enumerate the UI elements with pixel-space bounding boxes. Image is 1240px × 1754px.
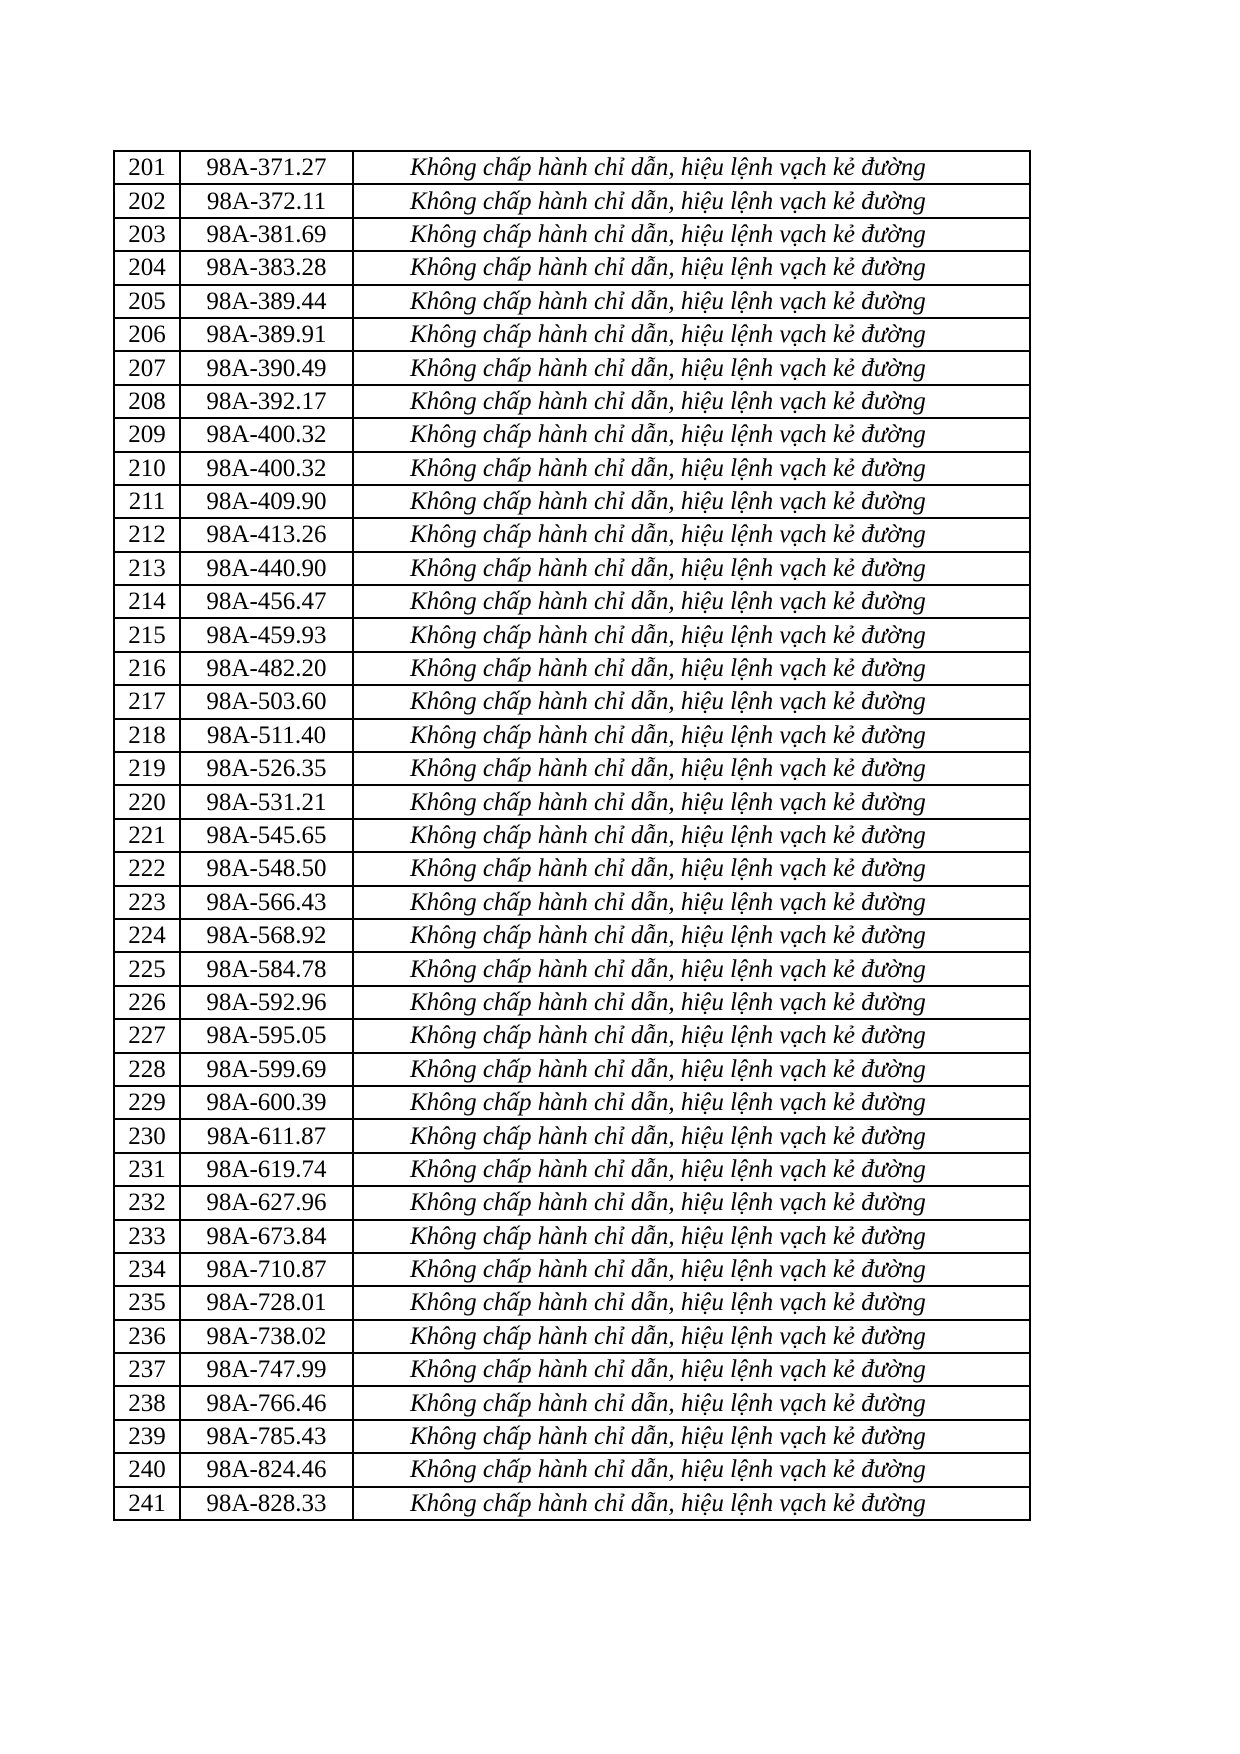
- license-plate-cell: 98A-611.87: [180, 1119, 353, 1152]
- license-plate-cell: 98A-526.35: [180, 752, 353, 785]
- violation-cell: Không chấp hành chỉ dẫn, hiệu lệnh vạch kẻ đường: [353, 552, 1030, 585]
- row-number-cell: 211: [114, 485, 180, 518]
- license-plate-cell: 98A-600.39: [180, 1086, 353, 1119]
- violation-cell: Không chấp hành chỉ dẫn, hiệu lệnh vạch kẻ đường: [353, 1253, 1030, 1286]
- license-plate-cell: 98A-738.02: [180, 1320, 353, 1353]
- license-plate-cell: 98A-383.28: [180, 251, 353, 284]
- violation-cell: Không chấp hành chỉ dẫn, hiệu lệnh vạch kẻ đường: [353, 685, 1030, 718]
- table-row: [114, 952, 1030, 985]
- table-row: [114, 1487, 1030, 1520]
- table-row: [114, 285, 1030, 318]
- license-plate-cell: 98A-372.11: [180, 184, 353, 217]
- table-row: [114, 1086, 1030, 1119]
- table-row: [114, 385, 1030, 418]
- row-number-cell: 225: [114, 952, 180, 985]
- violation-cell: Không chấp hành chỉ dẫn, hiệu lệnh vạch kẻ đường: [353, 785, 1030, 818]
- violation-cell: Không chấp hành chỉ dẫn, hiệu lệnh vạch kẻ đường: [353, 652, 1030, 685]
- table-row: [114, 1220, 1030, 1253]
- row-number-cell: 227: [114, 1019, 180, 1052]
- license-plate-cell: 98A-728.01: [180, 1286, 353, 1319]
- table-row: [114, 986, 1030, 1019]
- license-plate-cell: 98A-409.90: [180, 485, 353, 518]
- table-row: [114, 919, 1030, 952]
- table-row: [114, 485, 1030, 518]
- table-row: [114, 1286, 1030, 1319]
- violation-cell: Không chấp hành chỉ dẫn, hiệu lệnh vạch kẻ đường: [353, 618, 1030, 651]
- row-number-cell: 232: [114, 1186, 180, 1219]
- license-plate-cell: 98A-511.40: [180, 719, 353, 752]
- violation-cell: Không chấp hành chỉ dẫn, hiệu lệnh vạch kẻ đường: [353, 1220, 1030, 1253]
- violation-cell: Không chấp hành chỉ dẫn, hiệu lệnh vạch kẻ đường: [353, 1186, 1030, 1219]
- license-plate-cell: 98A-440.90: [180, 552, 353, 585]
- row-number-cell: 239: [114, 1420, 180, 1453]
- table-row: [114, 719, 1030, 752]
- row-number-cell: 220: [114, 785, 180, 818]
- license-plate-cell: 98A-389.44: [180, 285, 353, 318]
- violation-cell: Không chấp hành chỉ dẫn, hiệu lệnh vạch kẻ đường: [353, 719, 1030, 752]
- violation-cell: Không chấp hành chỉ dẫn, hiệu lệnh vạch kẻ đường: [353, 952, 1030, 985]
- license-plate-cell: 98A-389.91: [180, 318, 353, 351]
- violation-cell: Không chấp hành chỉ dẫn, hiệu lệnh vạch kẻ đường: [353, 852, 1030, 885]
- violation-cell: Không chấp hành chỉ dẫn, hiệu lệnh vạch kẻ đường: [353, 1487, 1030, 1520]
- table-row: [114, 1420, 1030, 1453]
- row-number-cell: 234: [114, 1253, 180, 1286]
- table-row: [114, 819, 1030, 852]
- table-row: [114, 1119, 1030, 1152]
- row-number-cell: 210: [114, 452, 180, 485]
- row-number-cell: 208: [114, 385, 180, 418]
- row-number-cell: 229: [114, 1086, 180, 1119]
- table-row: [114, 351, 1030, 384]
- violation-cell: Không chấp hành chỉ dẫn, hiệu lệnh vạch kẻ đường: [353, 1086, 1030, 1119]
- violation-cell: Không chấp hành chỉ dẫn, hiệu lệnh vạch kẻ đường: [353, 819, 1030, 852]
- table-row: [114, 418, 1030, 451]
- row-number-cell: 228: [114, 1053, 180, 1086]
- license-plate-cell: 98A-785.43: [180, 1420, 353, 1453]
- license-plate-cell: 98A-824.46: [180, 1453, 353, 1486]
- row-number-cell: 206: [114, 318, 180, 351]
- violation-cell: Không chấp hành chỉ dẫn, hiệu lệnh vạch kẻ đường: [353, 452, 1030, 485]
- row-number-cell: 202: [114, 184, 180, 217]
- violation-cell: Không chấp hành chỉ dẫn, hiệu lệnh vạch kẻ đường: [353, 1320, 1030, 1353]
- row-number-cell: 205: [114, 285, 180, 318]
- violation-cell: Không chấp hành chỉ dẫn, hiệu lệnh vạch kẻ đường: [353, 218, 1030, 251]
- table-row: [114, 1386, 1030, 1419]
- license-plate-cell: 98A-531.21: [180, 785, 353, 818]
- row-number-cell: 240: [114, 1453, 180, 1486]
- table-row: [114, 184, 1030, 217]
- license-plate-cell: 98A-627.96: [180, 1186, 353, 1219]
- license-plate-cell: 98A-673.84: [180, 1220, 353, 1253]
- violation-cell: Không chấp hành chỉ dẫn, hiệu lệnh vạch kẻ đường: [353, 184, 1030, 217]
- row-number-cell: 222: [114, 852, 180, 885]
- row-number-cell: 221: [114, 819, 180, 852]
- violation-cell: Không chấp hành chỉ dẫn, hiệu lệnh vạch kẻ đường: [353, 418, 1030, 451]
- row-number-cell: 215: [114, 618, 180, 651]
- license-plate-cell: 98A-568.92: [180, 919, 353, 952]
- violation-cell: Không chấp hành chỉ dẫn, hiệu lệnh vạch kẻ đường: [353, 1453, 1030, 1486]
- row-number-cell: 226: [114, 986, 180, 1019]
- row-number-cell: 212: [114, 518, 180, 551]
- violation-cell: Không chấp hành chỉ dẫn, hiệu lệnh vạch kẻ đường: [353, 385, 1030, 418]
- row-number-cell: 217: [114, 685, 180, 718]
- row-number-cell: 230: [114, 1119, 180, 1152]
- row-number-cell: 219: [114, 752, 180, 785]
- row-number-cell: 203: [114, 218, 180, 251]
- row-number-cell: 238: [114, 1386, 180, 1419]
- violation-cell: Không chấp hành chỉ dẫn, hiệu lệnh vạch kẻ đường: [353, 1386, 1030, 1419]
- license-plate-cell: 98A-595.05: [180, 1019, 353, 1052]
- violation-cell: Không chấp hành chỉ dẫn, hiệu lệnh vạch kẻ đường: [353, 1053, 1030, 1086]
- row-number-cell: 235: [114, 1286, 180, 1319]
- table-row: [114, 151, 1030, 184]
- license-plate-cell: 98A-548.50: [180, 852, 353, 885]
- license-plate-cell: 98A-459.93: [180, 618, 353, 651]
- table-row: [114, 1320, 1030, 1353]
- violation-cell: Không chấp hành chỉ dẫn, hiệu lệnh vạch kẻ đường: [353, 485, 1030, 518]
- table-row: [114, 618, 1030, 651]
- table-row: [114, 1153, 1030, 1186]
- violation-cell: Không chấp hành chỉ dẫn, hiệu lệnh vạch kẻ đường: [353, 886, 1030, 919]
- license-plate-cell: 98A-828.33: [180, 1487, 353, 1520]
- table-row: [114, 552, 1030, 585]
- table-row: [114, 1053, 1030, 1086]
- table-row: [114, 1019, 1030, 1052]
- table-row: [114, 852, 1030, 885]
- license-plate-cell: 98A-566.43: [180, 886, 353, 919]
- violation-cell: Không chấp hành chỉ dẫn, hiệu lệnh vạch kẻ đường: [353, 1286, 1030, 1319]
- row-number-cell: 204: [114, 251, 180, 284]
- row-number-cell: 223: [114, 886, 180, 919]
- violation-cell: Không chấp hành chỉ dẫn, hiệu lệnh vạch kẻ đường: [353, 151, 1030, 184]
- license-plate-cell: 98A-747.99: [180, 1353, 353, 1386]
- license-plate-cell: 98A-371.27: [180, 151, 353, 184]
- row-number-cell: 224: [114, 919, 180, 952]
- table-row: [114, 1186, 1030, 1219]
- table-row: [114, 752, 1030, 785]
- violation-cell: Không chấp hành chỉ dẫn, hiệu lệnh vạch kẻ đường: [353, 1353, 1030, 1386]
- violation-cell: Không chấp hành chỉ dẫn, hiệu lệnh vạch kẻ đường: [353, 518, 1030, 551]
- license-plate-cell: 98A-545.65: [180, 819, 353, 852]
- row-number-cell: 236: [114, 1320, 180, 1353]
- violation-cell: Không chấp hành chỉ dẫn, hiệu lệnh vạch kẻ đường: [353, 585, 1030, 618]
- table-row: [114, 886, 1030, 919]
- violation-cell: Không chấp hành chỉ dẫn, hiệu lệnh vạch kẻ đường: [353, 318, 1030, 351]
- table-row: [114, 585, 1030, 618]
- violation-cell: Không chấp hành chỉ dẫn, hiệu lệnh vạch kẻ đường: [353, 1153, 1030, 1186]
- row-number-cell: 207: [114, 351, 180, 384]
- table-row: [114, 1453, 1030, 1486]
- violation-cell: Không chấp hành chỉ dẫn, hiệu lệnh vạch kẻ đường: [353, 1019, 1030, 1052]
- table-body: [114, 151, 1030, 1520]
- violation-cell: Không chấp hành chỉ dẫn, hiệu lệnh vạch kẻ đường: [353, 986, 1030, 1019]
- violation-cell: Không chấp hành chỉ dẫn, hiệu lệnh vạch kẻ đường: [353, 351, 1030, 384]
- table-row: [114, 1353, 1030, 1386]
- license-plate-cell: 98A-584.78: [180, 952, 353, 985]
- row-number-cell: 231: [114, 1153, 180, 1186]
- license-plate-cell: 98A-503.60: [180, 685, 353, 718]
- license-plate-cell: 98A-482.20: [180, 652, 353, 685]
- table-row: [114, 652, 1030, 685]
- row-number-cell: 237: [114, 1353, 180, 1386]
- license-plate-cell: 98A-413.26: [180, 518, 353, 551]
- row-number-cell: 241: [114, 1487, 180, 1520]
- license-plate-cell: 98A-592.96: [180, 986, 353, 1019]
- violation-cell: Không chấp hành chỉ dẫn, hiệu lệnh vạch kẻ đường: [353, 1119, 1030, 1152]
- table-row: [114, 685, 1030, 718]
- violations-table: [113, 150, 1031, 1521]
- table-row: [114, 785, 1030, 818]
- row-number-cell: 209: [114, 418, 180, 451]
- license-plate-cell: 98A-392.17: [180, 385, 353, 418]
- license-plate-cell: 98A-710.87: [180, 1253, 353, 1286]
- license-plate-cell: 98A-381.69: [180, 218, 353, 251]
- license-plate-cell: 98A-599.69: [180, 1053, 353, 1086]
- table-row: [114, 452, 1030, 485]
- row-number-cell: 214: [114, 585, 180, 618]
- violation-cell: Không chấp hành chỉ dẫn, hiệu lệnh vạch kẻ đường: [353, 919, 1030, 952]
- violation-cell: Không chấp hành chỉ dẫn, hiệu lệnh vạch kẻ đường: [353, 251, 1030, 284]
- table-row: [114, 1253, 1030, 1286]
- row-number-cell: 213: [114, 552, 180, 585]
- row-number-cell: 218: [114, 719, 180, 752]
- table-row: [114, 318, 1030, 351]
- license-plate-cell: 98A-390.49: [180, 351, 353, 384]
- violation-cell: Không chấp hành chỉ dẫn, hiệu lệnh vạch kẻ đường: [353, 285, 1030, 318]
- row-number-cell: 233: [114, 1220, 180, 1253]
- violation-cell: Không chấp hành chỉ dẫn, hiệu lệnh vạch kẻ đường: [353, 1420, 1030, 1453]
- license-plate-cell: 98A-400.32: [180, 418, 353, 451]
- license-plate-cell: 98A-456.47: [180, 585, 353, 618]
- license-plate-cell: 98A-619.74: [180, 1153, 353, 1186]
- table-row: [114, 251, 1030, 284]
- license-plate-cell: 98A-400.32: [180, 452, 353, 485]
- table-row: [114, 218, 1030, 251]
- violation-cell: Không chấp hành chỉ dẫn, hiệu lệnh vạch kẻ đường: [353, 752, 1030, 785]
- row-number-cell: 201: [114, 151, 180, 184]
- table-row: [114, 518, 1030, 551]
- license-plate-cell: 98A-766.46: [180, 1386, 353, 1419]
- row-number-cell: 216: [114, 652, 180, 685]
